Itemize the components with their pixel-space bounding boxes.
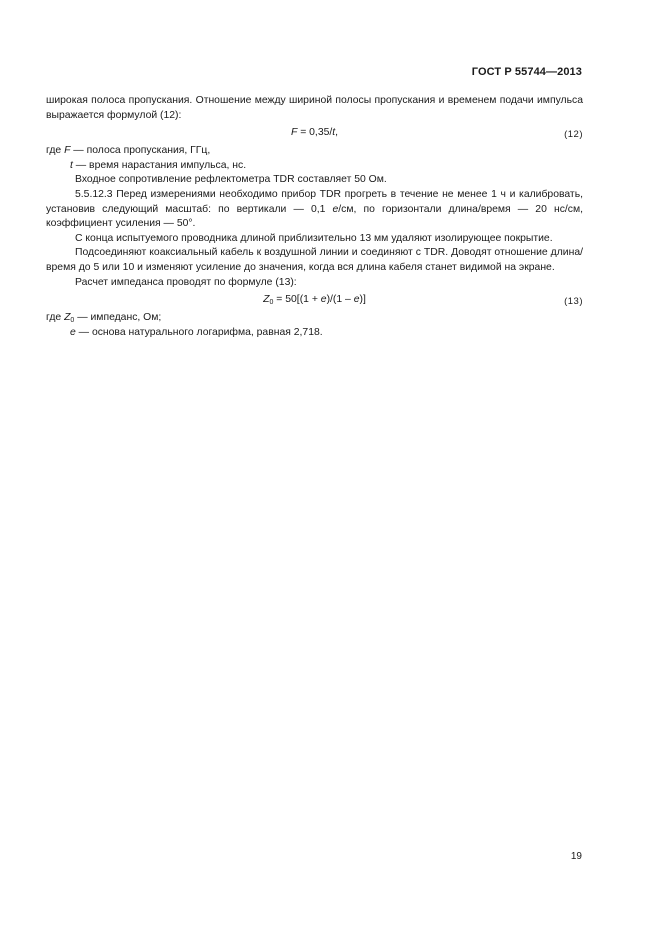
paragraph-connect-cable: Подсоединяют коаксиальный кабель к воздушной линии и соединяют с TDR. Доводят отношение длина/время до 5 или 10 и изменяют усиление до значения, когда вся длина кабеля станет видимой на экране. [46,247,583,273]
formula-12-number: (12) [564,129,583,141]
paragraph-5-5-12-3-text: 5.5.12.3 Перед измерениями необходимо прибор TDR прогреть в течение не менее 1 ч и калибровать, установив следующий масштаб: по вертикали — 0,1 [46,188,583,215]
paragraph-impedance-calc: Расчет импеданса проводят по формуле (13): [75,276,297,288]
definition-Z-sub: 0 [70,317,75,325]
definition-F [46,144,583,159]
definition-Z [46,311,583,326]
formula-13-c: )] [359,294,366,306]
definition-t [46,159,583,174]
formula-12-row [46,123,583,144]
definition-t-text: — время нарастания импульса, нс. [72,159,247,171]
document-body [46,94,583,340]
definition-e-symbol: e [70,326,76,338]
paragraph-5-5-12-3-rest: /см, по горизонтали длина/время — 20 нс/см, коэффициент усиления — 50°. [46,203,583,230]
formula-13 [46,293,583,308]
formula-13-e2: e [353,294,360,306]
definition-e [46,326,583,341]
paragraph-strip-insulation: С конца испытуемого проводника длиной приблизительно 13 мм удаляют изолирующее покрытие. [75,232,553,244]
definition-e-text: — основа натурального логарифма, равная 2,718. [75,326,323,338]
formula-13-z: Z [263,294,270,306]
formula-13-number: (13) [564,296,583,308]
formula-12-lhs: F [290,127,298,139]
definition-F-text: — полоса пропускания, ГГц, [70,145,211,157]
formula-13-e1: e [320,294,327,306]
document-header-id: ГОСТ Р 55744—2013 [471,66,582,78]
formula-12 [46,126,583,141]
formula-12-t: t [332,127,336,139]
definition-Z-text: — импеданс, Ом; [74,312,162,324]
formula-13-sub: 0 [269,299,274,307]
formula-13-row [46,290,583,311]
page-number: 19 [570,851,582,862]
paragraph-bandwidth: широкая полоса пропускания. Отношение между шириной полосы пропускания и временем подачи импульса выражается формулой (12): [46,95,583,121]
definition-where: где [46,145,65,157]
paragraph-5-5-12-3 [46,188,583,232]
definition-t-symbol: t [70,159,73,171]
formula-13-b: )/(1 – [326,294,354,306]
formula-13-a: = 50[(1 + [273,294,321,306]
formula-12-expr: = 0,35/ [297,127,333,139]
definition-where: где [46,312,65,324]
definition-F-symbol: F [64,145,71,157]
paragraph-input-impedance: Входное сопротивление рефлектометра TDR составляет 50 Ом. [75,174,387,186]
definition-Z-symbol: Z [64,312,71,324]
paragraph-5-5-12-3-e: e [332,203,339,215]
formula-12-end: , [335,127,339,139]
